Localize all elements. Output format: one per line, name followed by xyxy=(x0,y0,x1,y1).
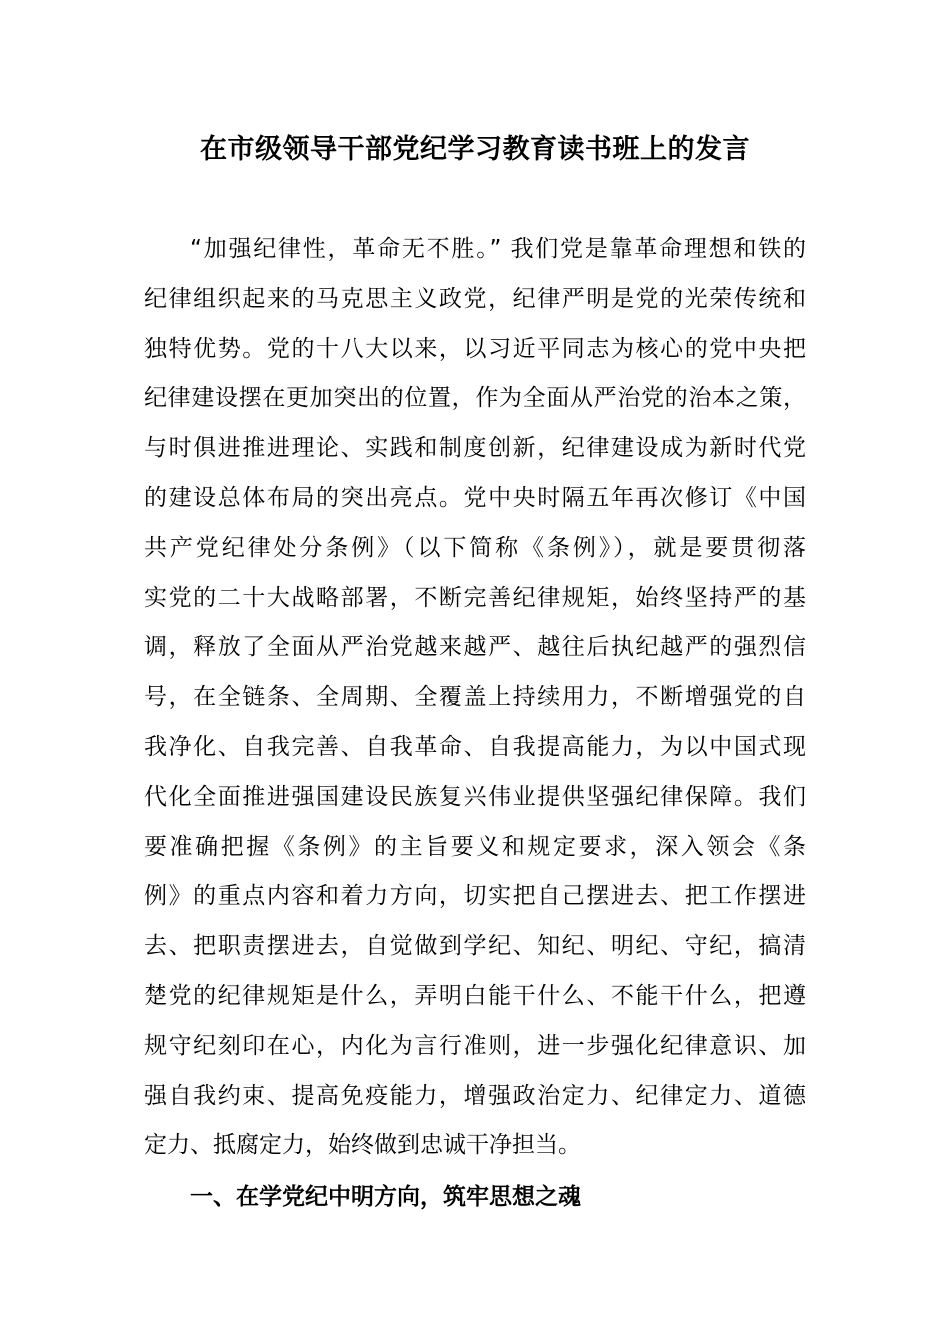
paragraph-line: 号，在全链条、全周期、全覆盖上持续用力，不断增强党的自 xyxy=(144,684,806,711)
paragraph-line: 例》的重点内容和着力方向，切实把自己摆进去、把工作摆进 xyxy=(144,883,806,910)
paragraph-line: 实党的二十大战略部署，不断完善纪律规矩，始终坚持严的基 xyxy=(144,584,806,611)
paragraph-line: 纪律组织起来的马克思主义政党，纪律严明是党的光荣传统和 xyxy=(144,285,806,312)
document-title: 在市级领导干部党纪学习教育读书班上的发言 xyxy=(200,134,750,165)
paragraph-line: 代化全面推进强国建设民族复兴伟业提供坚强纪律保障。我们 xyxy=(144,783,806,810)
body-paragraph xyxy=(144,225,806,1171)
paragraph-line: “加强纪律性，革命无不胜。” 我们党是靠革命理想和铁的 xyxy=(190,236,806,262)
paragraph-line: 与时俱进推进理论、实践和制度创新，纪律建设成为新时代党 xyxy=(144,435,806,462)
section-heading: 一、在学党纪中明方向，筑牢思想之魂 xyxy=(190,1184,581,1210)
paragraph-line: 强自我约束、提高免疫能力，增强政治定力、纪律定力、道德 xyxy=(144,1082,806,1109)
paragraph-line: 规守纪刻印在心，内化为言行准则，进一步强化纪律意识、加 xyxy=(144,1032,806,1059)
paragraph-line: 独特优势。党的十八大以来，以习近平同志为核心的党中央把 xyxy=(144,335,806,362)
paragraph-line: 共产党纪律处分条例》（以下简称《条例》），就是要贯彻落 xyxy=(144,534,806,561)
paragraph-line: 纪律建设摆在更加突出的位置，作为全面从严治党的治本之策， xyxy=(144,385,806,412)
paragraph-line: 楚党的纪律规矩是什么，弄明白能干什么、不能干什么，把遵 xyxy=(144,982,806,1009)
paragraph-line: 的建设总体布局的突出亮点。党中央时隔五年再次修订《中国 xyxy=(144,484,806,511)
paragraph-line: 要准确把握《条例》的主旨要义和规定要求，深入领会《条 xyxy=(144,833,806,860)
paragraph-line: 调，释放了全面从严治党越来越严、越往后执纪越严的强烈信 xyxy=(144,634,806,661)
paragraph-line: 我净化、自我完善、自我革命、自我提高能力，为以中国式现 xyxy=(144,733,806,760)
paragraph-line: 去、把职责摆进去，自觉做到学纪、知纪、明纪、守纪，搞清 xyxy=(144,933,806,960)
paragraph-line: 定力、抵腐定力，始终做到忠诚干净担当。 xyxy=(144,1132,581,1159)
